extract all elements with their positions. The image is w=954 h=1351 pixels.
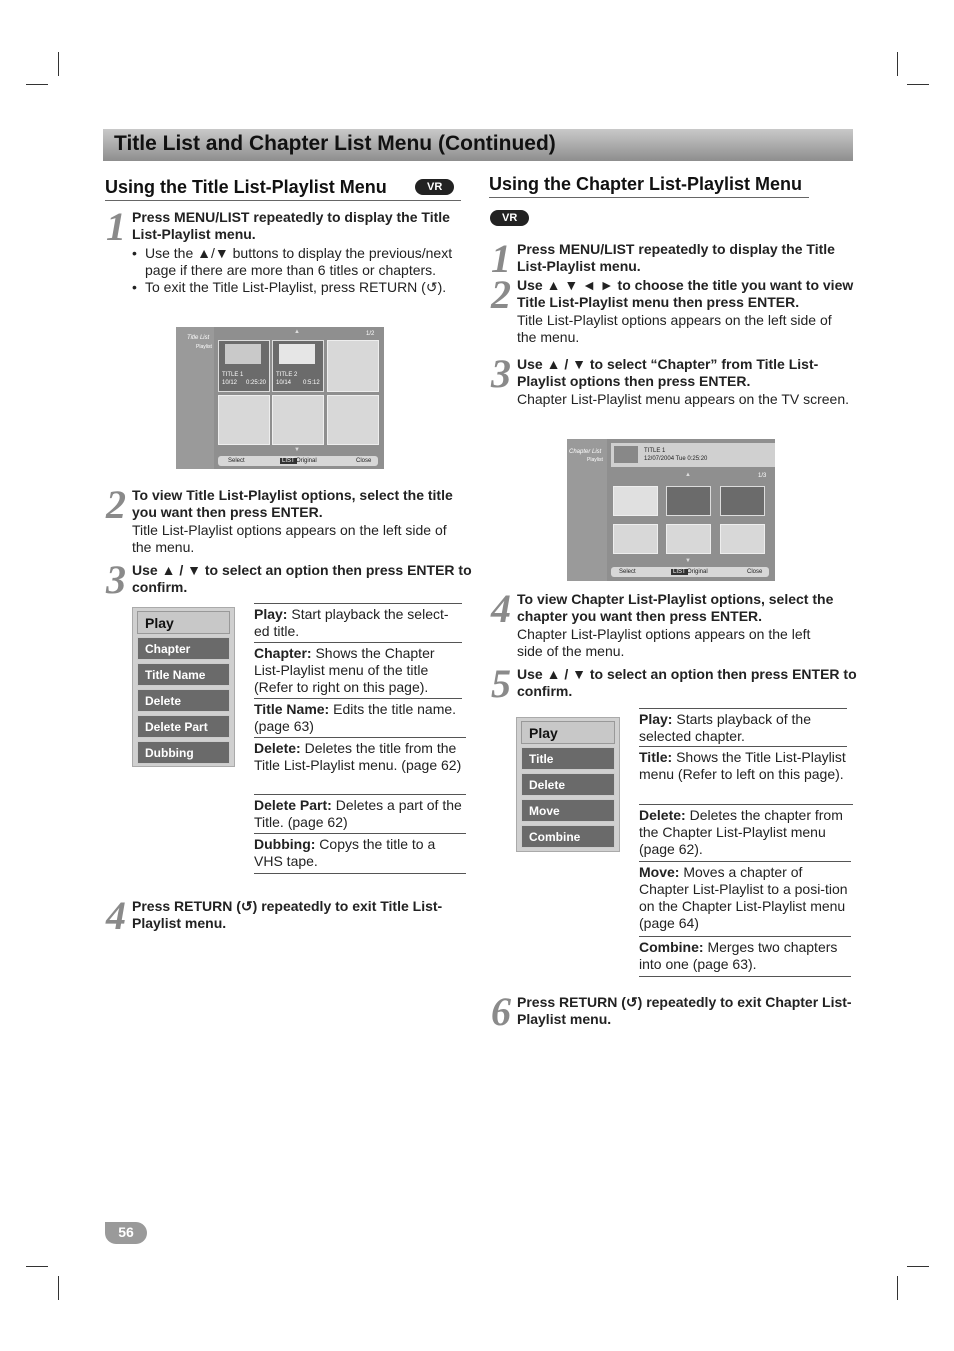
menu-item-dubbing[interactable]: Dubbing xyxy=(137,741,230,764)
crop-mark xyxy=(26,1266,48,1267)
menu-item-title[interactable]: Title xyxy=(521,747,615,770)
step-number-4: 4 xyxy=(106,893,126,938)
desc-title-name: Title Name: Edits the title name. (page 63) xyxy=(254,698,462,735)
desc-move: Move: Moves a chapter of Chapter List-Playlist to a posi-tion on the Chapter List-Playlist menu (page 64) xyxy=(639,861,851,932)
screen-sub: Playlist xyxy=(196,344,212,350)
screen-footer: Select LIST Original Close xyxy=(611,567,769,577)
title-thumb-6[interactable] xyxy=(327,395,379,445)
menu-item-play[interactable]: Play xyxy=(137,611,230,634)
down-arrow-icon: ▼ xyxy=(294,447,300,453)
chapter-options-menu xyxy=(516,717,620,852)
title-options-menu xyxy=(132,607,235,767)
crop-mark xyxy=(897,1276,898,1300)
up-arrow-icon: ▲ xyxy=(685,472,691,478)
desc-dubbing: Dubbing: Copys the title to a VHS tape. xyxy=(254,833,466,874)
desc-chapter: Chapter: Shows the Chapter List-Playlist menu of the title (Refer to right on this page). xyxy=(254,642,462,696)
desc-delete: Delete: Deletes the title from the Title List-Playlist menu. (page 62) xyxy=(254,737,466,774)
menu-item-combine[interactable]: Combine xyxy=(521,825,615,848)
chapter-thumb-2[interactable] xyxy=(666,486,711,516)
chapter-thumb-5[interactable] xyxy=(666,524,711,554)
desc-play: Play: Start playback the select-ed title. xyxy=(254,603,462,640)
left-step2-bold: To view Title List-Playlist options, select the title you want then press ENTER. xyxy=(132,487,453,520)
left-step2-text: Title List-Playlist options appears on the left side of the menu. xyxy=(132,522,447,555)
left-step1: Press MENU/LIST repeatedly to display the Title List-Playlist menu. xyxy=(132,209,450,242)
vr-badge: VR xyxy=(415,179,454,195)
menu-item-delete[interactable]: Delete xyxy=(521,773,615,796)
right-step2-text: Title List-Playlist options appears on the left side of the menu. xyxy=(517,312,832,345)
menu-item-chapter[interactable]: Chapter xyxy=(137,637,230,660)
desc-title: Title: Shows the Title List-Playlist menu (Refer to left on this page). xyxy=(639,746,847,783)
chapter-thumb-1[interactable] xyxy=(613,486,658,516)
right-step3-text: Chapter List-Playlist menu appears on the TV screen. xyxy=(517,391,850,407)
chapter-thumb-3[interactable] xyxy=(720,486,765,516)
tree-icon xyxy=(225,344,261,364)
crop-mark xyxy=(26,84,48,85)
step-number-2: 2 xyxy=(491,272,511,317)
screen-sub: Playlist xyxy=(587,457,603,463)
right-step6: Press RETURN (↺) repeatedly to exit Chapter List-Playlist menu. xyxy=(517,994,852,1027)
up-arrow-icon: ▲ xyxy=(294,329,300,335)
right-step3-bold: Use ▲ / ▼ to select “Chapter” from Title List-Playlist options then press ENTER. xyxy=(517,356,819,389)
right-step4-text: Chapter List-Playlist options appears on the left side of the menu. xyxy=(517,626,811,659)
crop-mark xyxy=(907,1266,929,1267)
desc-delete-part: Delete Part: Deletes a part of the Title. (page 62) xyxy=(254,794,466,831)
right-section-title: Using the Chapter List-Playlist Menu xyxy=(489,174,803,194)
right-step1: Press MENU/LIST repeatedly to display the Title List-Playlist menu. xyxy=(517,241,835,274)
title-thumb-3[interactable] xyxy=(327,340,379,392)
menu-item-delete[interactable]: Delete xyxy=(137,689,230,712)
title-thumb-5[interactable] xyxy=(272,395,324,445)
screen-page: 1/3 xyxy=(758,473,767,479)
chapter-thumb-4[interactable] xyxy=(613,524,658,554)
down-arrow-icon: ▼ xyxy=(685,558,691,564)
title-list-screen xyxy=(176,327,384,469)
right-step2-bold: Use ▲ ▼ ◄ ► to choose the title you want to view Title List-Playlist menu then press ENTER. xyxy=(517,277,854,310)
left-step4: Press RETURN (↺) repeatedly to exit Title List-Playlist menu. xyxy=(132,898,443,931)
menu-item-delete-part[interactable]: Delete Part xyxy=(137,715,230,738)
step-number-1: 1 xyxy=(106,204,126,249)
left-bullet1: • Use the ▲/▼ buttons to display the previous/next page if there are more than 6 titles or chapters. xyxy=(132,245,453,278)
crop-mark xyxy=(897,52,898,76)
desc-play: Play: Starts playback of the selected chapter. xyxy=(639,708,847,745)
right-step5: Use ▲ / ▼ to select an option then press ENTER to confirm. xyxy=(517,666,857,699)
left-title-rule xyxy=(105,200,461,201)
chapter-list-screen xyxy=(567,439,775,581)
step-number-6: 6 xyxy=(491,989,511,1034)
page-number: 56 xyxy=(105,1222,147,1244)
crop-mark xyxy=(58,52,59,76)
left-section-title: Using the Title List-Playlist Menu xyxy=(105,177,387,197)
title-thumb-4[interactable] xyxy=(218,395,270,445)
step-number-3: 3 xyxy=(106,557,126,602)
left-bullet2: • To exit the Title List-Playlist, press RETURN (↺). xyxy=(132,279,447,295)
desc-delete: Delete: Deletes the chapter from the Chapter List-Playlist menu (page 62). xyxy=(639,804,853,858)
step-number-1: 1 xyxy=(491,236,511,281)
chapter-thumb-6[interactable] xyxy=(720,524,765,554)
tree-icon xyxy=(614,446,638,463)
step-number-3: 3 xyxy=(491,351,511,396)
title-thumb-2[interactable]: TITLE 2 10/14 0:5:12 xyxy=(272,340,324,392)
screen-page: 1/2 xyxy=(366,331,375,337)
menu-item-play[interactable]: Play xyxy=(521,721,615,744)
step-number-4: 4 xyxy=(491,586,511,631)
menu-item-move[interactable]: Move xyxy=(521,799,615,822)
plant-icon xyxy=(279,344,315,364)
crop-mark xyxy=(58,1276,59,1300)
screen-heading: Title List xyxy=(187,335,210,341)
screen-footer: Select LIST Original Close xyxy=(218,456,378,466)
vr-badge: VR xyxy=(490,210,529,226)
screen-heading: Chapter List xyxy=(569,449,602,455)
step-number-2: 2 xyxy=(106,482,126,527)
desc-combine: Combine: Merges two chapters into one (page 63). xyxy=(639,936,851,977)
page-banner xyxy=(103,129,853,161)
crop-mark xyxy=(907,84,929,85)
step-number-5: 5 xyxy=(491,661,511,706)
right-title-rule xyxy=(489,197,809,198)
left-step3: Use ▲ / ▼ to select an option then press ENTER to confirm. xyxy=(132,562,472,595)
right-step4-bold: To view Chapter List-Playlist options, select the chapter you want then press ENTER. xyxy=(517,591,834,624)
title-header: TITLE 1 12/07/2004 Tue 0:25:20 xyxy=(611,443,775,467)
page-title: Title List and Chapter List Menu (Continued) xyxy=(114,132,556,155)
menu-item-title-name[interactable]: Title Name xyxy=(137,663,230,686)
title-thumb-1[interactable]: TITLE 1 10/12 0:25:20 xyxy=(218,340,270,392)
